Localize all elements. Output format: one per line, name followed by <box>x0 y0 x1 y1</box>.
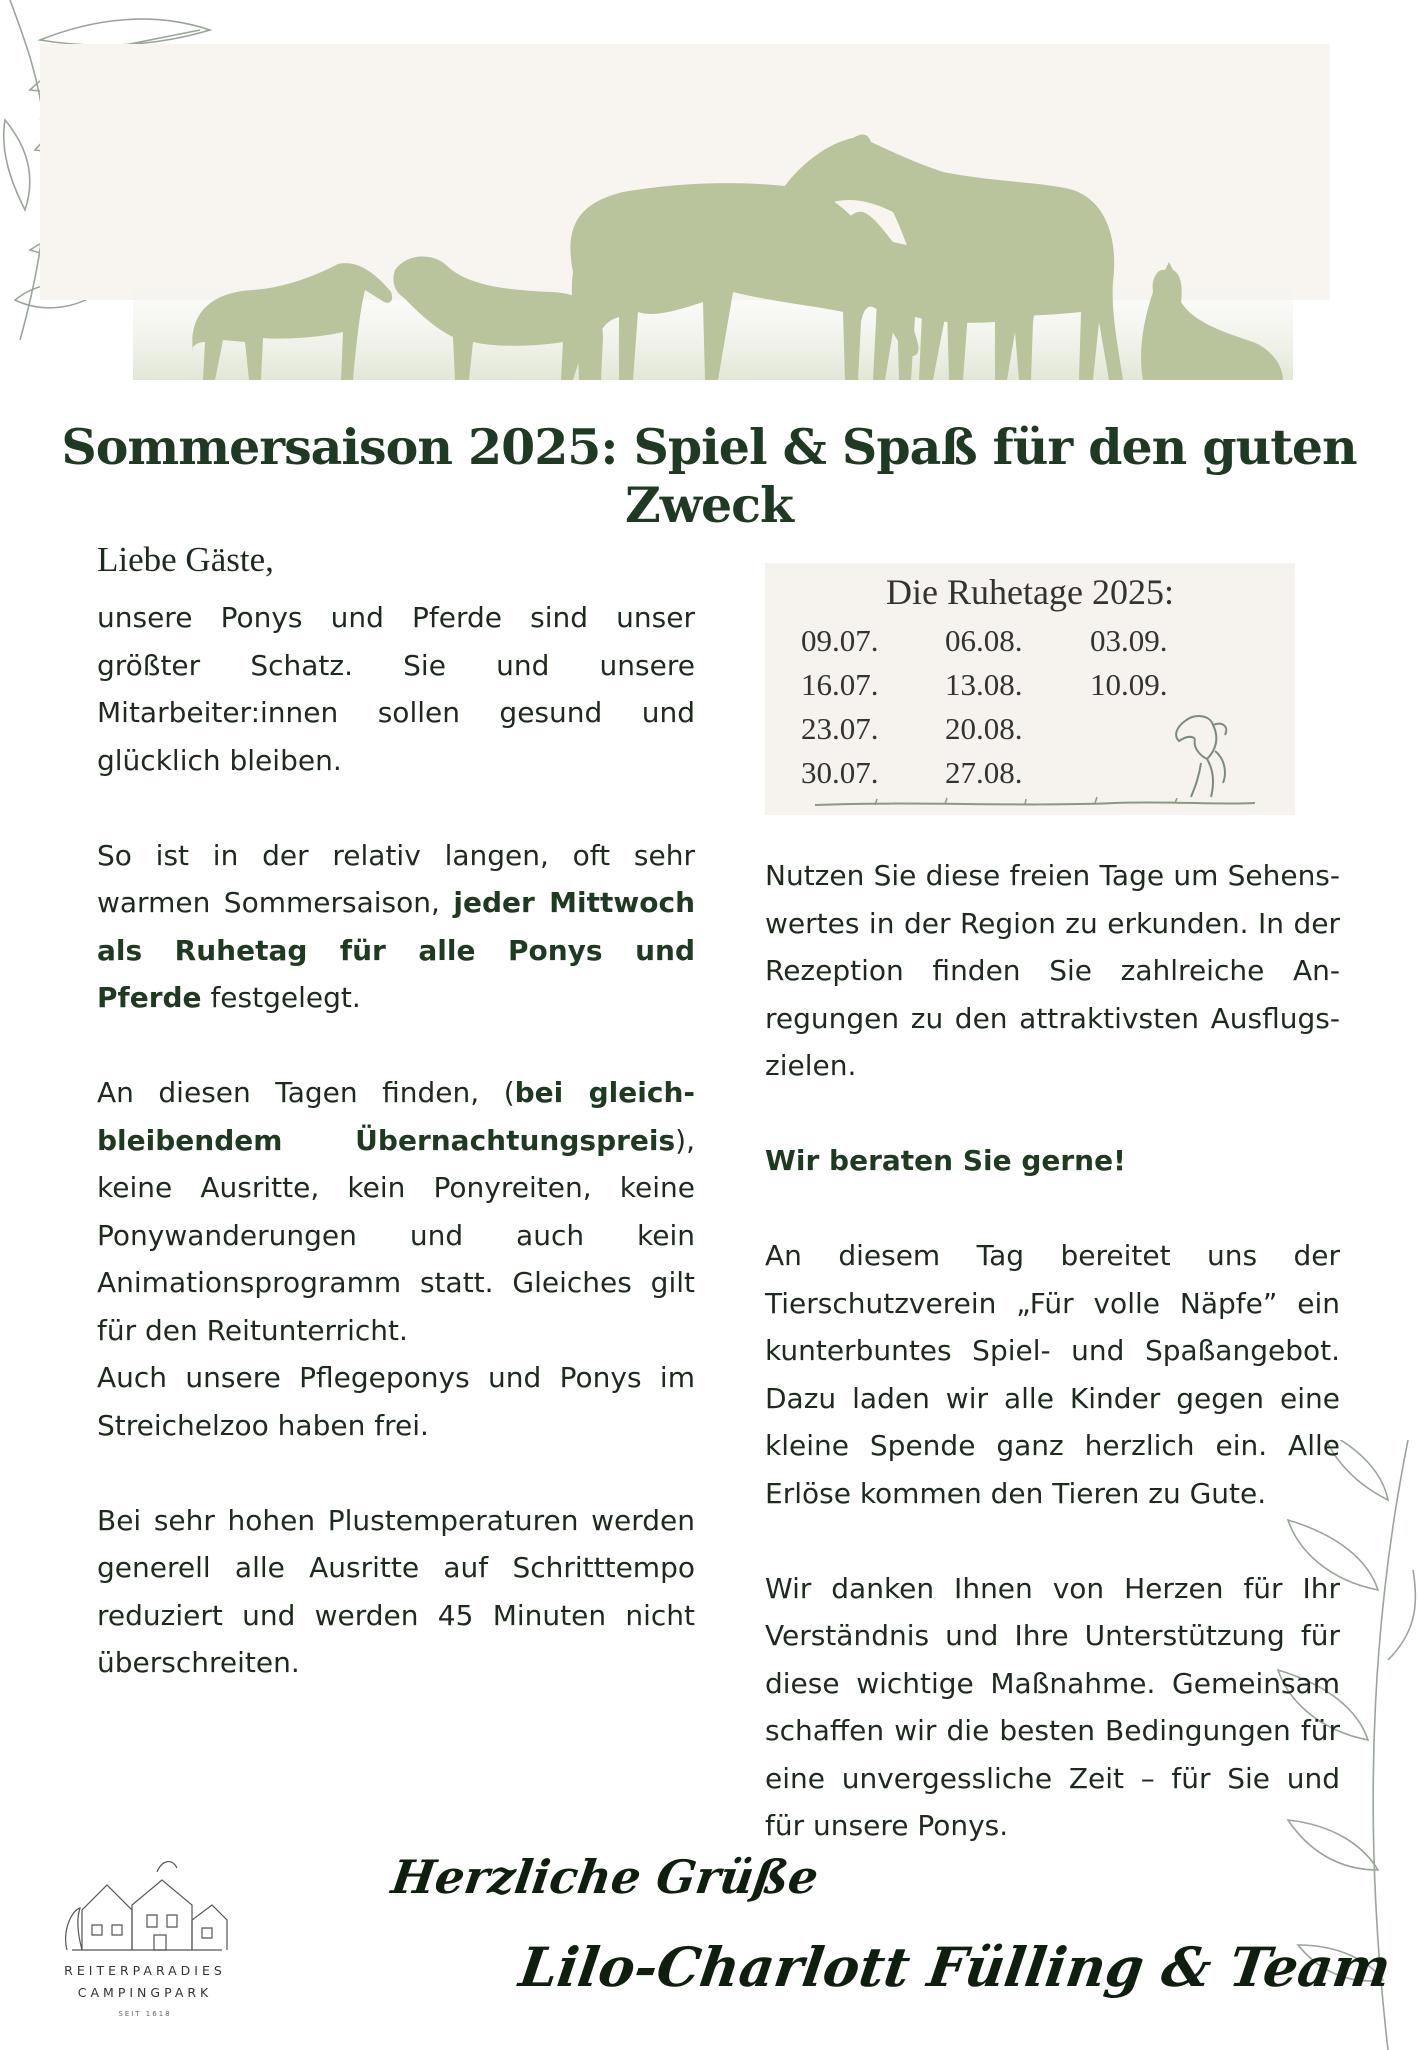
farmhouse-icon <box>62 1850 232 1955</box>
campingpark-logo <box>40 1850 250 2030</box>
rest-days-box <box>765 563 1295 815</box>
price-highlight: bei gleich-bleibendem Übernachtungspreis <box>97 1076 695 1157</box>
logo-text <box>40 1960 250 2004</box>
rest-day-paragraph <box>97 832 695 1022</box>
rest-date: 30.07. <box>801 755 879 790</box>
activities-text-end: ), keine Ausritte, kein Ponyreiten, keine Ponywanderungen und auch kein Animationsprogramm statt. Gleiches gilt für den Reitunterricht. <box>97 1123 695 1347</box>
activities-text: An diesen Tagen finden, ( <box>97 1076 515 1109</box>
rest-date: 27.08. <box>945 755 1023 790</box>
petting-zoo-paragraph: Auch unsere Pflegeponys und Ponys im Streichelzoo haben frei. <box>97 1361 695 1442</box>
grass-line-icon <box>815 795 1255 809</box>
intro-paragraph: unsere Ponys und Pferde sind unser größter Schatz. Sie und unsere Mitarbeiter:innen sollen gesund und glücklich bleiben. <box>97 601 695 777</box>
rest-date: 03.09. <box>1090 623 1168 658</box>
left-column <box>97 540 695 1734</box>
logo-line-1: REITERPARADIES <box>64 1963 226 1978</box>
thanks-paragraph: Wir danken Ihnen von Herzen für Ihr Verständnis und Ihre Unterstützung für diese wichtige Maßnahme. Gemeinsam schaffen wir die besten Bedingungen für eine unvergessliche Zeit – für Sie und für unsere Ponys. <box>765 1571 1340 1842</box>
logo-since: SEIT 1618 <box>118 2010 172 2018</box>
excursion-paragraph: Nutzen Sie diese freien Tage um Sehens-wertes in der Region zu erkunden. In der Rezeption finden Sie zahlreiche An-regungen zu den attraktivsten Ausflugs-zielen. <box>765 859 1340 1082</box>
greeting: Liebe Gäste, <box>97 540 274 579</box>
horses-illustration <box>133 92 1293 380</box>
animal-shelter-paragraph: An diesem Tag bereitet uns der Tierschutzverein „Für volle Näpfe” ein kunterbuntes Spiel- und Spaßangebot. Dazu laden wir alle Kinder gegen eine kleine Spende ganz herzlich ein. Alle Erlöse kommen den Tieren zu Gute. <box>765 1239 1340 1510</box>
rest-date: 06.08. <box>945 623 1023 658</box>
rest-date: 09.07. <box>801 623 879 658</box>
rest-date: 20.08. <box>945 711 1023 746</box>
page-title: Sommersaison 2025: Spiel & Spaß für den guten Zweck <box>61 418 1357 534</box>
signature-greeting: Herzliche Grüße <box>388 1850 822 1904</box>
rest-date: 16.07. <box>801 667 879 702</box>
advice-highlight: Wir beraten Sie gerne! <box>765 1144 1126 1177</box>
activities-paragraph <box>97 1069 695 1354</box>
rest-date: 10.09. <box>1090 667 1168 702</box>
logo-line-2: CAMPINGPARK <box>77 1985 213 2000</box>
rest-days-title: Die Ruhetage 2025: <box>886 572 1174 612</box>
rest-date: 23.07. <box>801 711 879 746</box>
rest-day-highlight: jeder Mittwoch als Ruhetag für alle Ponys und Pferde <box>97 886 695 1014</box>
rest-day-text: So ist in der relativ langen, oft sehr warmen Sommersaison, <box>97 838 695 919</box>
rearing-pony-icon <box>1165 711 1235 801</box>
rest-day-text-end: festgelegt. <box>201 981 361 1014</box>
right-column <box>765 852 1340 1897</box>
signature-name: Lilo-Charlott Fülling & Team <box>515 1935 1395 1999</box>
advice-line <box>765 1137 1340 1185</box>
rest-date: 13.08. <box>945 667 1023 702</box>
temperature-paragraph: Bei sehr hohen Plustemperaturen werden generell alle Ausritte auf Schritttempo reduziert und werden 45 Minuten nicht überschreiten. <box>97 1503 695 1679</box>
